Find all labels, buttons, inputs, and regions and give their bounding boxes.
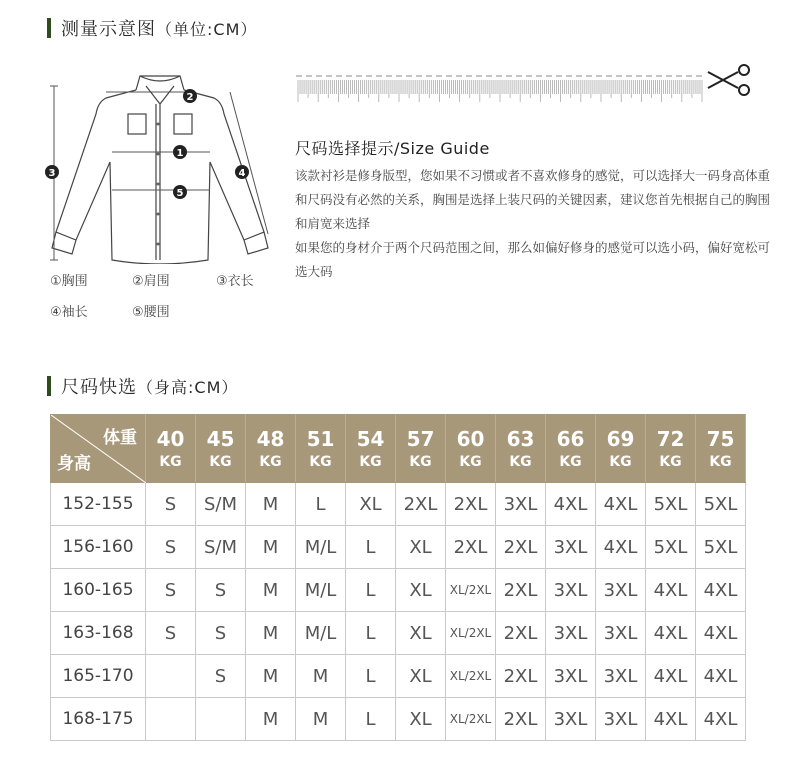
size-cell: XL xyxy=(346,483,396,526)
weight-unit: KG xyxy=(359,453,382,470)
weight-axis-label: 体重 xyxy=(103,428,137,448)
guide-paragraph: 该款衬衫是修身版型，您如果不习惯或者不喜欢修身的感觉，可以选择大一码身高体重和尺码没有必然的关系，胸围是选择上装尺码的关键因素，建议您首先根据自己的胸围和肩宽来选择 xyxy=(295,168,771,231)
weight-value: 72 xyxy=(656,426,685,451)
legend-length xyxy=(216,270,254,289)
size-guide-body xyxy=(295,164,775,284)
legend-label: 袖长 xyxy=(61,305,88,320)
table-row xyxy=(51,526,746,569)
legend-waist xyxy=(132,301,170,320)
weight-header-cell xyxy=(396,415,446,483)
size-cell: L xyxy=(346,526,396,569)
section-title-text: 测量示意图 xyxy=(61,19,156,40)
size-cell: M xyxy=(246,612,296,655)
weight-value: 57 xyxy=(406,426,435,451)
size-cell: M/L xyxy=(296,526,346,569)
guide-paragraph: 如果您的身材介于两个尺码范围之间，那么如偏好修身的感觉可以选小码，偏好宽松可选大码 xyxy=(295,240,771,279)
size-cell: XL xyxy=(396,655,446,698)
size-chart-table xyxy=(50,414,746,741)
size-cell: 4XL xyxy=(646,612,696,655)
left-pocket xyxy=(128,114,146,134)
weight-value: 60 xyxy=(456,426,485,451)
weight-value: 75 xyxy=(706,426,735,451)
tape-ruler-graphic xyxy=(296,64,760,108)
size-cell: 4XL xyxy=(646,655,696,698)
section-title-unit: （单位:CM） xyxy=(156,19,258,39)
title-accent-bar xyxy=(47,18,51,38)
table-row xyxy=(51,483,746,526)
size-cell: 3XL xyxy=(546,655,596,698)
size-cell: XL/2XL xyxy=(446,655,496,698)
size-guide-title: 尺码选择提示/Size Guide xyxy=(295,139,490,158)
size-cell: 4XL xyxy=(546,483,596,526)
size-cell: 2XL xyxy=(496,698,546,741)
size-cell: S xyxy=(146,569,196,612)
weight-header-cell xyxy=(446,415,496,483)
table-header-row xyxy=(51,415,746,483)
size-cell: S xyxy=(146,612,196,655)
size-cell: M xyxy=(296,698,346,741)
scissors-icon xyxy=(708,65,749,95)
weight-header-cell xyxy=(246,415,296,483)
size-cell: 4XL xyxy=(696,698,746,741)
height-range-cell: 163-168 xyxy=(51,612,146,655)
marker-1-label: 1 xyxy=(176,148,184,159)
ruler-ticks xyxy=(298,80,702,102)
size-cell xyxy=(196,698,246,741)
weight-header-cell xyxy=(646,415,696,483)
marker-2-label: 2 xyxy=(186,92,194,103)
weight-header-cell xyxy=(496,415,546,483)
height-range-cell: 160-165 xyxy=(51,569,146,612)
table-corner-cell xyxy=(51,415,146,483)
size-cell: XL xyxy=(396,569,446,612)
size-cell: 2XL xyxy=(496,569,546,612)
size-cell: S/M xyxy=(196,526,246,569)
size-cell: 4XL xyxy=(646,698,696,741)
weight-unit: KG xyxy=(409,453,432,470)
height-range-cell: 156-160 xyxy=(51,526,146,569)
section-title-measurement xyxy=(47,16,257,40)
weight-unit: KG xyxy=(459,453,482,470)
size-cell xyxy=(146,698,196,741)
size-cell: 4XL xyxy=(696,612,746,655)
weight-value: 63 xyxy=(506,426,535,451)
weight-value: 69 xyxy=(606,426,635,451)
legend-num: ① xyxy=(50,274,62,289)
size-cell: 3XL xyxy=(546,526,596,569)
size-cell: S xyxy=(146,483,196,526)
size-cell: XL/2XL xyxy=(446,698,496,741)
weight-header-cell xyxy=(696,415,746,483)
legend-num: ③ xyxy=(216,274,228,289)
table-row xyxy=(51,569,746,612)
size-cell: L xyxy=(346,569,396,612)
table-body xyxy=(51,483,746,741)
size-cell: 3XL xyxy=(546,569,596,612)
size-cell: XL/2XL xyxy=(446,612,496,655)
size-cell: M xyxy=(246,483,296,526)
collar-band xyxy=(140,76,180,81)
weight-header-cell xyxy=(146,415,196,483)
size-cell: S xyxy=(196,569,246,612)
sleeve-measure-line xyxy=(230,92,268,234)
size-cell: XL xyxy=(396,526,446,569)
legend-chest xyxy=(50,270,88,289)
size-cell: 4XL xyxy=(696,655,746,698)
weight-header-cell xyxy=(196,415,246,483)
legend-label: 肩围 xyxy=(143,274,170,289)
weight-value: 45 xyxy=(206,426,235,451)
size-cell: XL xyxy=(396,698,446,741)
weight-value: 48 xyxy=(256,426,285,451)
size-cell: 2XL xyxy=(446,483,496,526)
size-cell: 4XL xyxy=(596,483,646,526)
right-pocket xyxy=(174,114,192,134)
size-cell: XL xyxy=(396,612,446,655)
size-cell: 3XL xyxy=(596,612,646,655)
collar-v xyxy=(146,86,174,104)
weight-header-cell xyxy=(596,415,646,483)
size-cell: 2XL xyxy=(496,612,546,655)
weight-unit: KG xyxy=(209,453,232,470)
section-title-text: 尺码快选 xyxy=(61,377,137,398)
weight-header-cell xyxy=(346,415,396,483)
size-cell: M xyxy=(296,655,346,698)
size-cell: M/L xyxy=(296,569,346,612)
size-cell: 3XL xyxy=(546,612,596,655)
weight-unit: KG xyxy=(659,453,682,470)
size-cell: M xyxy=(246,698,296,741)
size-cell: M xyxy=(246,569,296,612)
size-cell: 3XL xyxy=(596,698,646,741)
title-accent-bar xyxy=(47,376,51,396)
size-cell: 5XL xyxy=(646,526,696,569)
height-range-cell: 152-155 xyxy=(51,483,146,526)
weight-unit: KG xyxy=(309,453,332,470)
height-axis-label: 身高 xyxy=(57,454,91,474)
marker-4-label: 4 xyxy=(238,168,246,179)
size-cell xyxy=(146,655,196,698)
height-range-cell: 165-170 xyxy=(51,655,146,698)
weight-value: 40 xyxy=(156,426,185,451)
size-cell: 5XL xyxy=(696,483,746,526)
size-cell: 2XL xyxy=(496,655,546,698)
weight-unit: KG xyxy=(709,453,732,470)
size-cell: M xyxy=(246,655,296,698)
size-cell: 2XL xyxy=(396,483,446,526)
weight-value: 51 xyxy=(306,426,335,451)
legend-shoulder xyxy=(132,270,170,289)
weight-unit: KG xyxy=(509,453,532,470)
weight-header-cell xyxy=(546,415,596,483)
table-row xyxy=(51,698,746,741)
legend-label: 腰围 xyxy=(143,305,170,320)
size-cell: L xyxy=(296,483,346,526)
weight-unit: KG xyxy=(159,453,182,470)
marker-3-label: 3 xyxy=(48,168,56,179)
size-cell: L xyxy=(346,612,396,655)
weight-value: 54 xyxy=(356,426,385,451)
size-cell: 2XL xyxy=(446,526,496,569)
legend-num: ② xyxy=(132,274,144,289)
legend-label: 胸围 xyxy=(61,274,88,289)
legend-num: ④ xyxy=(50,305,62,320)
weight-unit: KG xyxy=(609,453,632,470)
size-cell: S/M xyxy=(196,483,246,526)
size-cell: S xyxy=(196,612,246,655)
size-cell: S xyxy=(146,526,196,569)
size-cell: 4XL xyxy=(646,569,696,612)
size-cell: 4XL xyxy=(696,569,746,612)
size-cell: 5XL xyxy=(646,483,696,526)
size-cell: 3XL xyxy=(496,483,546,526)
size-cell: M xyxy=(246,526,296,569)
legend-sleeve xyxy=(50,301,88,320)
size-cell: M/L xyxy=(296,612,346,655)
size-cell: 3XL xyxy=(546,698,596,741)
section-title-size-select xyxy=(47,374,238,398)
legend-num: ⑤ xyxy=(132,305,144,320)
table-row xyxy=(51,612,746,655)
size-cell: XL/2XL xyxy=(446,569,496,612)
size-cell: 2XL xyxy=(496,526,546,569)
size-cell: S xyxy=(196,655,246,698)
section-title-unit: （身高:CM） xyxy=(137,377,239,397)
size-cell: 3XL xyxy=(596,655,646,698)
table-row xyxy=(51,655,746,698)
size-cell: 4XL xyxy=(596,526,646,569)
weight-unit: KG xyxy=(259,453,282,470)
size-cell: L xyxy=(346,655,396,698)
marker-5-label: 5 xyxy=(176,188,184,199)
weight-header-cell xyxy=(296,415,346,483)
shirt-measurement-diagram xyxy=(40,64,280,264)
size-cell: L xyxy=(346,698,396,741)
size-cell: 5XL xyxy=(696,526,746,569)
size-cell: 3XL xyxy=(596,569,646,612)
legend-label: 衣长 xyxy=(227,274,254,289)
height-range-cell: 168-175 xyxy=(51,698,146,741)
weight-value: 66 xyxy=(556,426,585,451)
weight-unit: KG xyxy=(559,453,582,470)
